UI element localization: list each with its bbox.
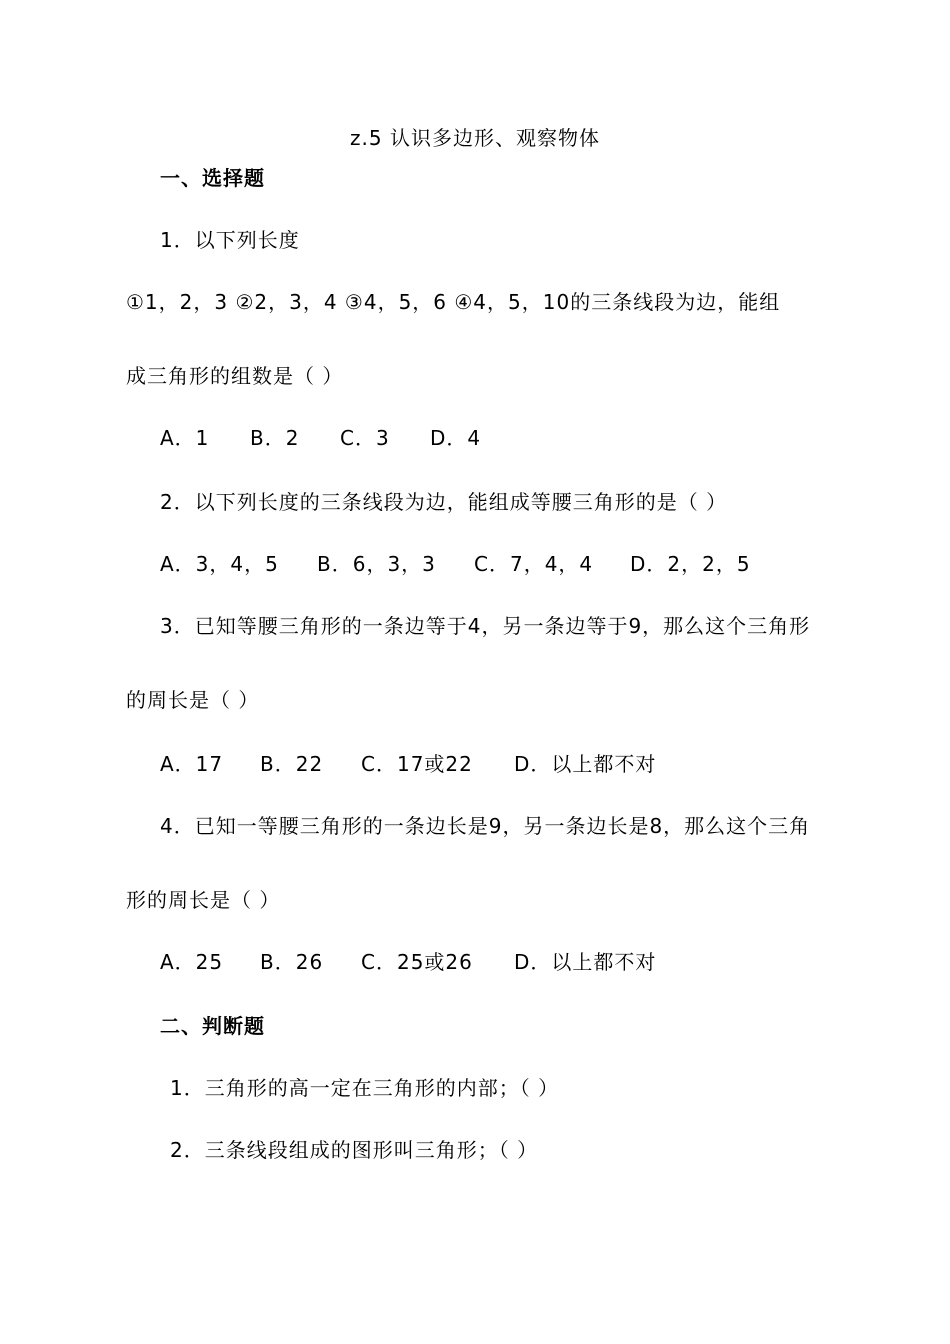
question-4-stem-line2: 形的周长是（ ）: [126, 888, 281, 912]
option-d: D．2，2，5: [630, 552, 751, 576]
option-d: D．4: [430, 426, 482, 450]
option-a: A．25: [160, 950, 224, 974]
judgment-1: 1．三角形的高一定在三角形的内部；（ ）: [170, 1076, 560, 1100]
question-3-stem: 3．已知等腰三角形的一条边等于4，另一条边等于9，那么这个三角形: [160, 614, 811, 638]
option-d: D．以上都不对: [514, 752, 657, 776]
question-2-stem: 2．以下列长度的三条线段为边，能组成等腰三角形的是（ ）: [160, 490, 728, 514]
option-b: B．6，3，3: [317, 552, 436, 576]
option-c: C．17或22: [361, 752, 473, 776]
option-b: B．26: [260, 950, 324, 974]
question-1-stem: 1．以下列长度: [160, 228, 300, 252]
option-a: A．3，4，5: [160, 552, 279, 576]
question-3-stem-line2: 的周长是（ ）: [126, 688, 260, 712]
question-1-stem-line3: 成三角形的组数是（ ）: [126, 364, 344, 388]
option-a: A．17: [160, 752, 224, 776]
option-a: A．1: [160, 426, 210, 450]
question-4-stem: 4．已知一等腰三角形的一条边长是9，另一条边长是8，那么这个三角: [160, 814, 811, 838]
option-c: C．25或26: [361, 950, 473, 974]
page-title: z.5 认识多边形、观察物体: [350, 126, 600, 150]
question-4-options: [160, 950, 656, 974]
section-heading-judgment: 二、判断题: [160, 1014, 265, 1038]
option-b: B．22: [260, 752, 324, 776]
question-3-options: [160, 752, 656, 776]
option-c: C．7，4，4: [474, 552, 594, 576]
option-d: D．以上都不对: [514, 950, 657, 974]
judgment-2: 2．三条线段组成的图形叫三角形；（ ）: [170, 1138, 539, 1162]
question-2-options: [160, 552, 751, 576]
question-1-stem-line2: ①1，2，3 ②2，3，4 ③4，5，6 ④4，5，10的三条线段为边，能组: [126, 290, 781, 314]
section-heading-choice: 一、选择题: [160, 166, 265, 190]
question-1-options: [160, 426, 481, 450]
option-c: C．3: [340, 426, 390, 450]
option-b: B．2: [250, 426, 300, 450]
